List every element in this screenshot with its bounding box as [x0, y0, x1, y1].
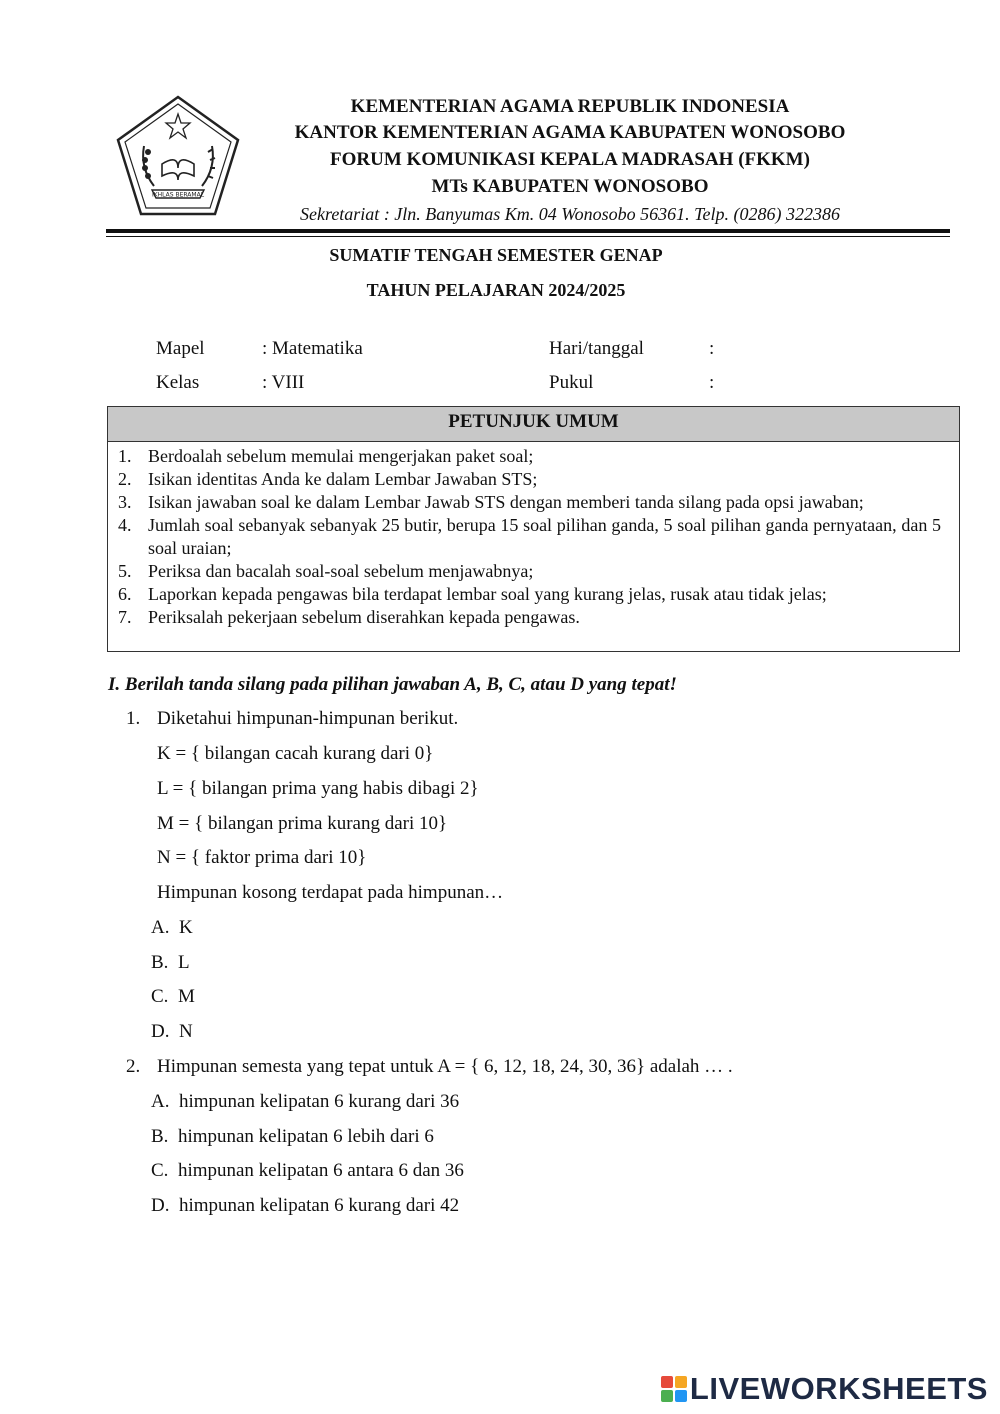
option-letter: C.: [151, 986, 169, 1007]
header-line-3: FORUM KOMUNIKASI KEPALA MADRASAH (FKKM): [330, 149, 810, 170]
option-letter: A.: [151, 917, 170, 938]
logo-motto: IKHLAS BERAMAL: [151, 191, 205, 199]
option-text: himpunan kelipatan 6 lebih dari 6: [177, 1126, 434, 1147]
list-item-text: Jumlah soal sebanyak sebanyak 25 butir, berupa 15 soal pilihan ganda, 5 soal pilihan ganda pernyataan, dan 5 soal uraian;: [148, 515, 941, 558]
option-letter: A.: [151, 1091, 170, 1112]
option-text: himpunan kelipatan 6 antara 6 dan 36: [177, 1160, 464, 1181]
q1-stem: Diketahui himpunan-himpunan berikut.: [157, 708, 459, 729]
q1-set-l: L = { bilangan prima yang habis dibagi 2}: [157, 778, 479, 799]
liveworksheets-logo-icon: [661, 1376, 687, 1402]
list-item: [108, 445, 959, 468]
section-1-title: I. Berilah tanda silang pada pilihan jawaban A, B, C, atau D yang tepat!: [108, 674, 677, 695]
q1-option-b[interactable]: [151, 952, 190, 974]
option-letter: B.: [151, 952, 169, 973]
list-item-num: 7.: [118, 607, 132, 627]
list-item: [108, 468, 959, 491]
exam-year: TAHUN PELAJARAN 2024/2025: [366, 280, 626, 300]
q1-number: 1.: [126, 708, 141, 729]
pukul-value[interactable]: :: [709, 372, 715, 393]
petunjuk-list: [108, 442, 959, 629]
q1-option-a[interactable]: [151, 917, 193, 939]
q1-question: Himpunan kosong terdapat pada himpunan…: [157, 882, 504, 903]
option-text: N: [178, 1021, 193, 1042]
mapel-value: : Matematika: [262, 338, 363, 359]
q2-stem: Himpunan semesta yang tepat untuk A = { 6, 12, 18, 24, 30, 36} adalah … .: [157, 1056, 733, 1077]
q2-option-c[interactable]: [151, 1160, 464, 1182]
option-text: himpunan kelipatan 6 kurang dari 36: [178, 1091, 460, 1112]
list-item: [108, 514, 959, 560]
liveworksheets-watermark: [661, 1372, 988, 1406]
q2-option-b[interactable]: [151, 1126, 434, 1148]
mapel-label: Mapel: [156, 338, 205, 359]
list-item-num: 1.: [118, 446, 132, 466]
list-item: [108, 560, 959, 583]
option-text: himpunan kelipatan 6 kurang dari 42: [178, 1195, 460, 1216]
q1-set-n: N = { faktor prima dari 10}: [157, 847, 367, 868]
header-address: Sekretariat : Jln. Banyumas Km. 04 Wonosobo 56361. Telp. (0286) 322386: [300, 204, 840, 224]
list-item-text: Isikan jawaban soal ke dalam Lembar Jawab STS dengan memberi tanda silang pada opsi jawaban;: [148, 492, 864, 512]
option-letter: D.: [151, 1195, 170, 1216]
list-item-text: Laporkan kepada pengawas bila terdapat lembar soal yang kurang jelas, rusak atau tidak jelas;: [148, 584, 827, 604]
list-item: [108, 583, 959, 606]
kelas-label: Kelas: [156, 372, 200, 393]
list-item-num: 4.: [118, 515, 132, 535]
q1-set-m: M = { bilangan prima kurang dari 10}: [157, 813, 448, 834]
list-item-num: 3.: [118, 492, 132, 512]
hari-label: Hari/tanggal: [549, 338, 644, 359]
option-letter: B.: [151, 1126, 169, 1147]
list-item-text: Isikan identitas Anda ke dalam Lembar Jawaban STS;: [148, 469, 538, 489]
header-divider-thick: [106, 229, 950, 233]
q1-option-d[interactable]: [151, 1021, 193, 1043]
q2-option-a[interactable]: [151, 1091, 459, 1113]
header-divider-thin: [106, 236, 950, 237]
q1-set-k: K = { bilangan cacah kurang dari 0}: [157, 743, 434, 764]
q1-option-c[interactable]: [151, 986, 195, 1008]
pukul-label: Pukul: [549, 372, 594, 393]
option-text: K: [178, 917, 193, 938]
list-item-text: Periksalah pekerjaan sebelum diserahkan kepada pengawas.: [148, 607, 580, 627]
petunjuk-heading: PETUNJUK UMUM: [108, 407, 959, 442]
list-item: [108, 491, 959, 514]
header-line-1: KEMENTERIAN AGAMA REPUBLIK INDONESIA: [350, 96, 790, 117]
list-item: [108, 606, 959, 629]
list-item-num: 2.: [118, 469, 132, 489]
petunjuk-box: [107, 406, 960, 652]
list-item-num: 6.: [118, 584, 132, 604]
list-item-num: 5.: [118, 561, 132, 581]
hari-value[interactable]: :: [709, 338, 715, 359]
liveworksheets-text: LIVEWORKSHEETS: [689, 1371, 988, 1406]
header-line-4: MTs KABUPATEN WONOSOBO: [431, 176, 709, 197]
option-text: M: [177, 986, 195, 1007]
option-letter: C.: [151, 1160, 169, 1181]
list-item-text: Periksa dan bacalah soal-soal sebelum menjawabnya;: [148, 561, 534, 581]
q2-option-d[interactable]: [151, 1195, 459, 1217]
exam-title: SUMATIF TENGAH SEMESTER GENAP: [329, 245, 663, 265]
option-letter: D.: [151, 1021, 170, 1042]
header-line-2: KANTOR KEMENTERIAN AGAMA KABUPATEN WONOSOBO: [294, 122, 846, 143]
kelas-value: : VIII: [262, 372, 305, 393]
list-item-text: Berdoalah sebelum memulai mengerjakan paket soal;: [148, 446, 534, 466]
q2-number: 2.: [126, 1056, 141, 1077]
option-text: L: [177, 952, 190, 973]
